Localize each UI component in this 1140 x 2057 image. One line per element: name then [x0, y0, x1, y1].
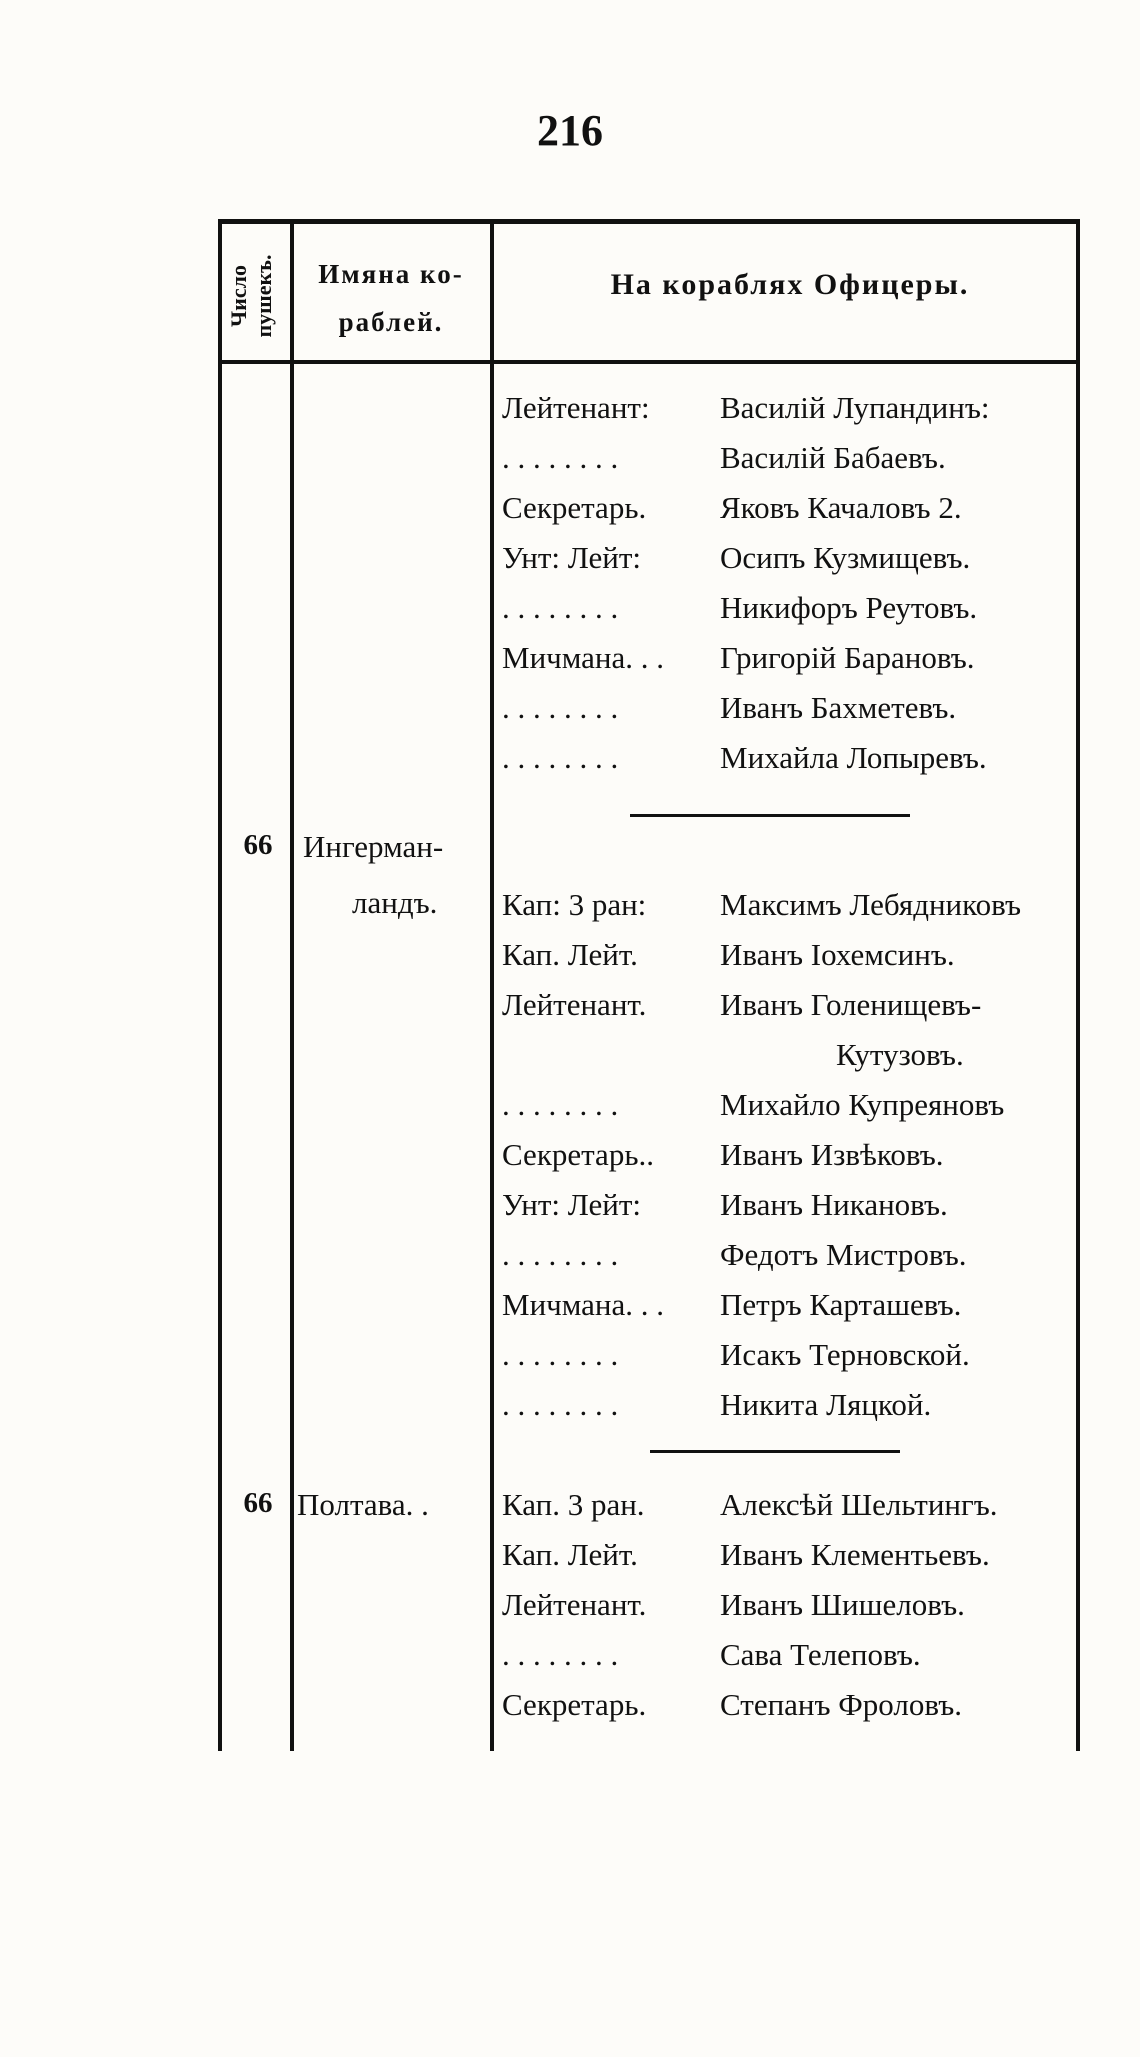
rank: Секретарь. — [502, 1687, 647, 1722]
officer-name: Яковъ Качаловъ 2. — [720, 490, 962, 525]
officer-row — [502, 1080, 1082, 1130]
rank: Лейтенант. — [502, 1587, 647, 1622]
officer-row — [502, 980, 1082, 1030]
rank: Унт: Лейт: — [502, 540, 642, 575]
table-top-rule — [218, 219, 1080, 224]
section-separator — [650, 1450, 900, 1453]
officer-row — [502, 1630, 1082, 1680]
rank: Мичмана. . . — [502, 640, 665, 675]
officer-row — [502, 1280, 1082, 1330]
rank: Унт: Лейт: — [502, 1187, 642, 1222]
officer-name-continuation: Кутузовъ. — [836, 1037, 964, 1072]
officer-name: Иванъ Бахметевъ. — [720, 690, 957, 725]
rank: . . . . . . . . — [502, 1637, 619, 1672]
officer-row — [502, 1130, 1082, 1180]
officer-name: Иванъ Клементьевъ. — [720, 1537, 990, 1572]
rank: Лейтенант: — [502, 390, 650, 425]
officer-row — [502, 1330, 1082, 1380]
header-cannons-line1: Число — [226, 265, 251, 327]
officer-row — [502, 683, 1082, 733]
officer-name: Федотъ Мистровъ. — [720, 1237, 967, 1272]
rank: . . . . . . . . — [502, 1237, 619, 1272]
rank: . . . . . . . . — [502, 1337, 619, 1372]
officer-row — [502, 1680, 1082, 1730]
officer-name: Никифоръ Реутовъ. — [720, 590, 978, 625]
header-officers: На кораблях Офицеры. — [610, 268, 970, 301]
rank: . . . . . . . . — [502, 740, 619, 775]
rank: Лейтенант. — [502, 987, 647, 1022]
officer-row — [502, 383, 1082, 433]
page-number: 216 — [537, 106, 603, 155]
officer-row — [502, 880, 1082, 930]
officer-name: Василій Лупандинъ: — [720, 390, 990, 425]
officer-name: Максимъ Лебядниковъ — [720, 887, 1022, 922]
rank: . . . . . . . . — [502, 440, 619, 475]
officer-row — [502, 483, 1082, 533]
column-rule-1 — [290, 219, 294, 1751]
rank: Секретарь.. — [502, 1137, 654, 1172]
officer-name: Михайло Купреяновъ — [720, 1087, 1005, 1122]
column-rule-2 — [490, 219, 494, 1751]
officer-name: Иванъ Извѣковъ. — [720, 1137, 944, 1172]
officer-name: Степанъ Фроловъ. — [720, 1687, 962, 1722]
officer-row — [502, 1230, 1082, 1280]
officer-row — [502, 533, 1082, 583]
officer-row — [502, 1480, 1082, 1530]
officer-row — [502, 733, 1082, 783]
rank: . . . . . . . . — [502, 590, 619, 625]
header-ships-line2: раблей. — [338, 307, 444, 337]
rank: Кап: 3 ран: — [502, 887, 647, 922]
section-separator — [630, 814, 910, 817]
header-ships-line1: Имяна ко- — [318, 259, 464, 289]
cannon-count: 66 — [243, 1487, 273, 1519]
officer-name: Григорій Барановъ. — [720, 640, 975, 675]
header-ships — [298, 250, 484, 346]
officer-row — [502, 633, 1082, 683]
officer-row — [502, 433, 1082, 483]
ship-name-line1: Ингерман- — [303, 829, 444, 864]
officer-row — [502, 930, 1082, 980]
officer-name: Петръ Карташевъ. — [720, 1287, 962, 1322]
rank: Кап. Лейт. — [502, 937, 638, 972]
rank: . . . . . . . . — [502, 690, 619, 725]
officer-name: Иванъ Голенищевъ- — [720, 987, 982, 1022]
officer-row — [502, 1180, 1082, 1230]
officer-row — [502, 1380, 1082, 1430]
officer-row — [502, 1530, 1082, 1580]
officer-name: Никита Ляцкой. — [720, 1387, 932, 1422]
officer-name: Василій Бабаевъ. — [720, 440, 946, 475]
rank: Кап. 3 ран. — [502, 1487, 645, 1522]
rank: Кап. Лейт. — [502, 1537, 638, 1572]
ship-name: Полтава. . — [297, 1487, 429, 1522]
ship-name-line2: ландъ. — [352, 885, 438, 920]
officer-row — [502, 583, 1082, 633]
officer-name: Иванъ Шишеловъ. — [720, 1587, 965, 1622]
officer-name: Алексѣй Шельтингъ. — [720, 1487, 998, 1522]
officer-name: Иванъ Іохемсинъ. — [720, 937, 955, 972]
table-left-rule — [218, 219, 222, 1751]
cannon-count: 66 — [243, 829, 273, 861]
officer-name: Михайла Лопыревъ. — [720, 740, 987, 775]
officer-row — [502, 1580, 1082, 1630]
officer-name: Сава Телеповъ. — [720, 1637, 921, 1672]
header-cannons — [218, 232, 284, 360]
officer-name: Иванъ Никановъ. — [720, 1187, 948, 1222]
rank: . . . . . . . . — [502, 1387, 619, 1422]
officer-name: Осипъ Кузмищевъ. — [720, 540, 971, 575]
header-bottom-rule — [218, 360, 1080, 364]
officer-row — [502, 1030, 1082, 1080]
rank: Мичмана. . . — [502, 1287, 665, 1322]
rank: . . . . . . . . — [502, 1087, 619, 1122]
officer-name: Исакъ Терновской. — [720, 1337, 970, 1372]
rank: Секретарь. — [502, 490, 647, 525]
header-cannons-line2: пушекъ. — [251, 254, 276, 338]
